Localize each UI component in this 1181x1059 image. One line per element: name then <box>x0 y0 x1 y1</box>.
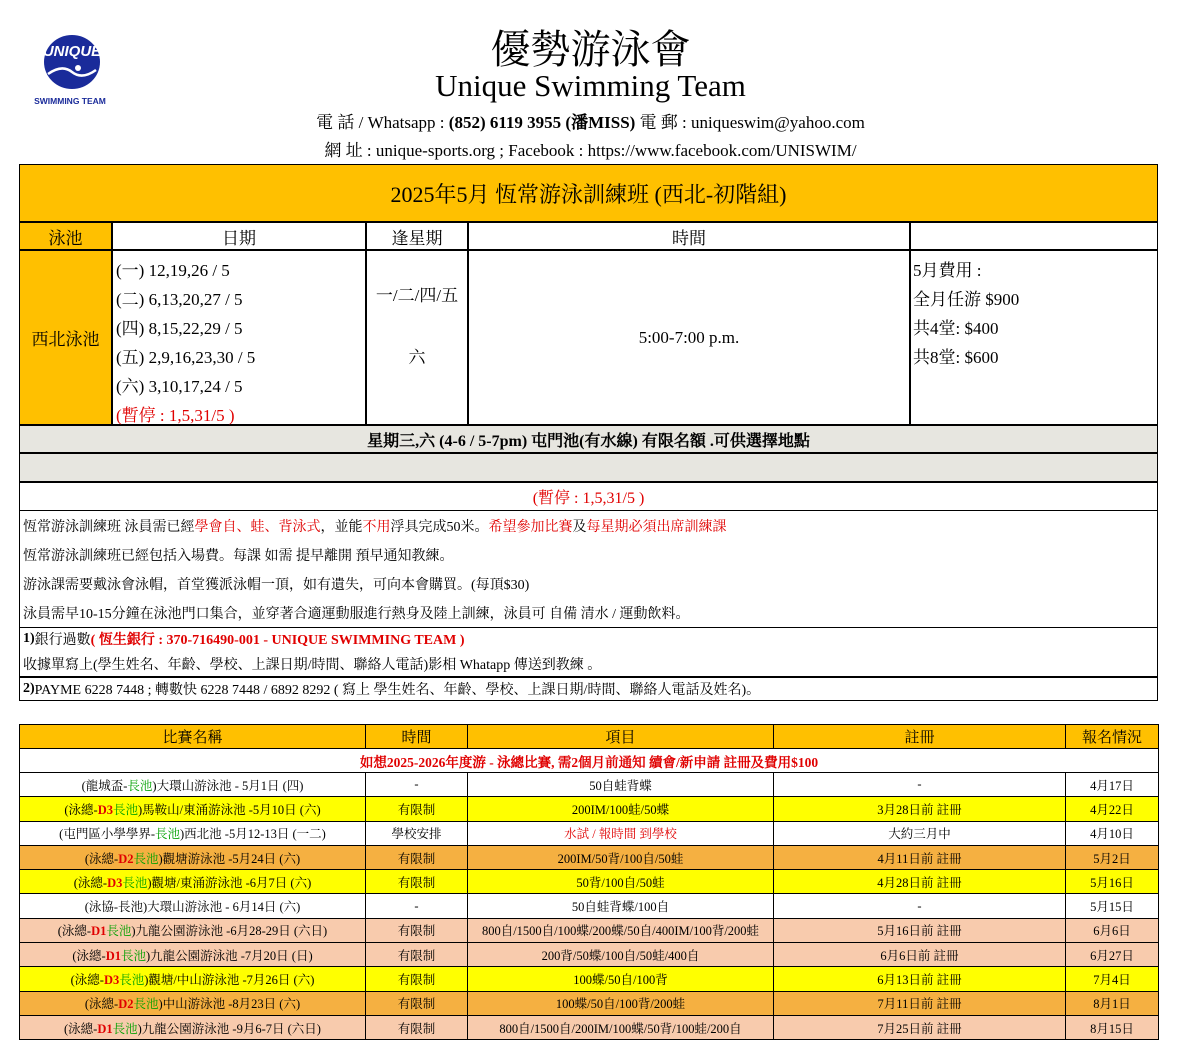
competition-deadline: 5月16日 <box>1066 870 1159 894</box>
competition-events: 200IM/50背/100自/50蛙 <box>468 845 774 869</box>
blank-row <box>19 453 1158 482</box>
competition-events: 800自/1500自/200IM/100蝶/50背/100蛙/200自 <box>468 1015 774 1039</box>
weekday-primary: 一/二/四/五 <box>375 286 459 305</box>
note-fee-included: 恆常游泳訓練班已經包括入場費。每課 如需 提早離開 預早通知教練。 <box>23 548 454 564</box>
competition-name-part: D3 <box>97 802 113 817</box>
competition-events: 100蝶/50自/100背/200蛙 <box>468 991 774 1015</box>
competition-time: 有限制 <box>366 918 468 942</box>
competition-events: 50背/100自/50蛙 <box>468 870 774 894</box>
competition-row <box>20 821 1159 845</box>
payme-details: PAYME 6228 7448 ; 轉數快 6228 7448 / 6892 8292 ( 寫上 學生姓名、年齡、學校、上課日期/時間、聯絡人電話及姓名)。 <box>34 683 761 698</box>
payment-payme-line <box>20 677 1157 701</box>
competition-name-part: 長池 <box>120 948 146 963</box>
competition-name-part: )觀塘游泳池 -5月24日 (六) <box>158 851 301 866</box>
competition-time: 有限制 <box>366 967 468 991</box>
competition-registration: 7月25日前 註冊 <box>774 1015 1066 1039</box>
date-line: (一) 12,19,26 / 5 <box>116 261 230 280</box>
bank-account: ( 恆生銀行 : 370-716490-001 - UNIQUE SWIMMING TEAM ) <box>90 633 465 648</box>
competition-row <box>20 943 1159 967</box>
competition-deadline: 7月4日 <box>1066 967 1159 991</box>
competition-name-part: (泳總- <box>64 802 98 817</box>
col-header: 報名情況 <box>1066 725 1159 749</box>
contact-prefix: 電 話 / Whatsapp : <box>316 113 449 132</box>
competition-name <box>20 845 366 869</box>
competition-row <box>20 894 1159 918</box>
competition-name <box>20 894 366 918</box>
competition-name-part: (泳總- <box>84 997 119 1012</box>
competition-name-part: )大環山游泳池 - 5月1日 (四) <box>152 778 304 793</box>
competition-registration: 大約三月中 <box>774 821 1066 845</box>
competition-name-part: 長池 <box>112 802 138 817</box>
competition-time: 有限制 <box>366 845 468 869</box>
competition-events: 50自蛙背蝶 <box>468 773 774 797</box>
competition-events: 100蝶/50自/100背 <box>468 967 774 991</box>
competition-row <box>20 870 1159 894</box>
date-line: (五) 2,9,16,23,30 / 5 <box>116 348 256 367</box>
note-text: 及 <box>572 519 587 535</box>
payment-number: 2) <box>23 681 35 696</box>
competition-name-part: (泳協-長池)大環山游泳池 - 6月14日 (六) <box>84 900 301 915</box>
competition-name-part: 長池 <box>106 924 132 939</box>
col-header: 項目 <box>468 725 774 749</box>
page-subtitle: Unique Swimming Team <box>435 68 746 103</box>
note-highlight: 每星期必須出席訓練課 <box>586 519 727 535</box>
logo-text-top: UNIQUE <box>42 43 102 60</box>
competition-row <box>20 773 1159 797</box>
col-header: 註冊 <box>774 725 1066 749</box>
competition-time: 有限制 <box>366 991 468 1015</box>
competition-name-part: (泳總- <box>64 1021 98 1036</box>
note-swim-cap: 游泳課需要戴泳會泳帽，首堂獲派泳帽一頂，如有遺失，可向本會購買。(每頂$30) <box>23 577 530 593</box>
contact-email: 電 郵 : uniqueswim@yahoo.com <box>635 113 865 132</box>
competition-deadline: 8月15日 <box>1066 1015 1159 1039</box>
competition-registration: 6月6日前 註冊 <box>774 943 1066 967</box>
competition-registration: 7月11日前 註冊 <box>774 991 1066 1015</box>
competition-name-part: )觀塘/中山游泳池 -7月26日 (六) <box>144 973 315 988</box>
pool-name: 西北泳池 <box>19 250 112 425</box>
competition-deadline: 4月22日 <box>1066 797 1159 821</box>
date-suspended: (暫停 : 1,5,31/5 ) <box>116 406 235 425</box>
competition-name-part: 長池 <box>119 973 145 988</box>
competition-name <box>20 1015 366 1039</box>
competition-row <box>20 797 1159 821</box>
competition-name-part: (泳總- <box>72 948 106 963</box>
competition-name <box>20 773 366 797</box>
weekday-cell <box>366 250 468 425</box>
competition-name-part: )中山游泳池 -8月23日 (六) <box>158 997 301 1012</box>
competition-name-part: 長池 <box>122 875 148 890</box>
fee-line: 共8堂: $600 <box>913 348 999 367</box>
payment-method: 銀行過數 <box>34 633 91 648</box>
competition-name-part: (泳總- <box>73 875 108 890</box>
competition-registration: - <box>774 894 1066 918</box>
competition-row <box>20 845 1159 869</box>
competition-name-part: (龍城盃- <box>81 778 128 793</box>
col-header: 比賽名稱 <box>20 725 366 749</box>
competition-name-part: 長池 <box>154 827 180 842</box>
competition-table <box>19 724 1159 1040</box>
schedule-title: 2025年5月 恆常游泳訓練班 (西北-初階組) <box>19 164 1158 222</box>
registration-banner: 如想2025-2026年度游 - 泳總比賽, 需2個月前通知 續會/新申請 註冊及費用$100 <box>20 749 1159 773</box>
col-weekday-header: 逢星期 <box>366 222 468 250</box>
note-text: 浮具完成50米。 <box>390 519 489 535</box>
payment-bank-line <box>20 627 1157 651</box>
fee-line: 共4堂: $400 <box>913 319 999 338</box>
competition-time: 學校安排 <box>366 821 468 845</box>
time-cell <box>468 250 910 425</box>
contact-line <box>0 108 1181 133</box>
competition-row <box>20 967 1159 991</box>
competition-name-part: D2 <box>118 997 134 1012</box>
col-date-header: 日期 <box>112 222 366 250</box>
competition-name-part: D2 <box>118 851 134 866</box>
payment-receipt-line: 收據單寫上(學生姓名、年齡、學校、上課日期/時間、聯絡人電話)影相 Whatapp 傳送到教練 。 <box>23 658 602 673</box>
competition-events: 200IM/100蛙/50蝶 <box>468 797 774 821</box>
competition-name-part: )西北池 -5月12-13日 (一二) <box>180 827 326 842</box>
competition-name <box>20 821 366 845</box>
competition-row <box>20 918 1159 942</box>
competition-name-part: (屯門區小學學界- <box>59 827 155 842</box>
competition-name-part: 長池 <box>112 1021 138 1036</box>
competition-events: 800自/1500自/100蝶/200蝶/50自/400IM/100背/200蛙 <box>468 918 774 942</box>
competition-row <box>20 991 1159 1015</box>
website-line: 網 址 : unique-sports.org ; Facebook : https://www.facebook.com/UNISWIM/ <box>324 141 857 160</box>
payment-number: 1) <box>23 631 35 646</box>
competition-time: 有限制 <box>366 797 468 821</box>
suspended-row: (暫停 : 1,5,31/5 ) <box>19 482 1158 511</box>
competition-deadline: 4月10日 <box>1066 821 1159 845</box>
competition-time: - <box>366 894 468 918</box>
competition-name-part: (泳總- <box>57 924 92 939</box>
competition-time: 有限制 <box>366 870 468 894</box>
class-time: 5:00-7:00 p.m. <box>638 327 740 347</box>
competition-name-part: D1 <box>97 1021 113 1036</box>
note-highlight: 不用 <box>362 519 391 535</box>
competition-name-part: (泳總- <box>84 851 119 866</box>
logo-text-bottom: SWIMMING TEAM <box>34 96 106 106</box>
competition-name-part: D3 <box>103 973 120 988</box>
competition-registration: 6月13日前 註冊 <box>774 967 1066 991</box>
contact-phone: (852) 6119 3955 (潘MISS) <box>448 113 636 132</box>
competition-name-part: )九龍公園游泳池 -7月20日 (日) <box>145 948 313 963</box>
competition-name-part: D3 <box>107 875 123 890</box>
competition-name-part: )九龍公園游泳池 -9月6-7日 (六日) <box>137 1021 321 1036</box>
competition-name <box>20 918 366 942</box>
note-text: 恆常游泳訓練班 泳員需已經 <box>23 519 195 535</box>
competition-name <box>20 797 366 821</box>
competition-time: 有限制 <box>366 1015 468 1039</box>
competition-registration: 3月28日前 註冊 <box>774 797 1066 821</box>
note-text: ，並能 <box>320 519 363 535</box>
competition-row <box>20 1015 1159 1039</box>
note-requirement <box>20 511 1157 540</box>
weekday-saturday: 六 <box>408 348 426 367</box>
date-list <box>116 256 255 430</box>
col-fee-header <box>910 222 1158 250</box>
competition-name-part: )觀塘/東涌游泳池 -6月7日 (六) <box>147 875 312 890</box>
alt-venue-row: 星期三,六 (4-6 / 5-7pm) 屯門池(有水線) 有限名額 .可供選擇地點 <box>19 425 1158 453</box>
competition-deadline: 4月17日 <box>1066 773 1159 797</box>
competition-name-part: 長池 <box>133 997 159 1012</box>
date-line: (二) 6,13,20,27 / 5 <box>116 290 243 309</box>
competition-deadline: 5月15日 <box>1066 894 1159 918</box>
competition-registration: 4月28日前 註冊 <box>774 870 1066 894</box>
page-title: 優勢游泳會 <box>490 27 691 72</box>
competition-name <box>20 943 366 967</box>
competition-events: 50自蛙背蝶/100自 <box>468 894 774 918</box>
competition-name <box>20 870 366 894</box>
fee-line: 全月任游 $900 <box>913 290 1020 309</box>
competition-registration: - <box>774 773 1066 797</box>
fee-list <box>913 256 1019 372</box>
col-time-header: 時間 <box>468 222 910 250</box>
competition-name-part: D1 <box>91 924 107 939</box>
competition-registration: 4月11日前 註冊 <box>774 845 1066 869</box>
competition-name <box>20 991 366 1015</box>
competition-name-part: )九龍公園游泳池 -6月28-29日 (六日) <box>131 924 328 939</box>
note-assembly: 泳員需早10-15分鐘在泳池門口集合，並穿著合適運動服進行熱身及陸上訓練，泳員可 自備 清水 / 運動飲料。 <box>23 606 690 622</box>
competition-header-row <box>20 725 1159 749</box>
registration-banner-row <box>20 749 1159 773</box>
competition-deadline: 8月1日 <box>1066 991 1159 1015</box>
note-highlight: 學會自、蛙、背泳式 <box>194 519 321 535</box>
fee-line: 5月費用 : <box>913 261 982 280</box>
competition-time: 有限制 <box>366 943 468 967</box>
competition-registration: 5月16日前 註冊 <box>774 918 1066 942</box>
competition-name <box>20 967 366 991</box>
competition-name-part: 長池 <box>127 778 153 793</box>
competition-events: 200背/50蝶/100自/50蛙/400自 <box>468 943 774 967</box>
competition-deadline: 6月6日 <box>1066 918 1159 942</box>
date-line: (六) 3,10,17,24 / 5 <box>116 377 243 396</box>
competition-deadline: 5月2日 <box>1066 845 1159 869</box>
competition-events: 水試 / 報時間 到學校 <box>468 821 774 845</box>
col-header: 時間 <box>366 725 468 749</box>
competition-name-part: (泳總- <box>70 973 104 988</box>
date-line: (四) 8,15,22,29 / 5 <box>116 319 243 338</box>
competition-name-part: 長池 <box>133 851 159 866</box>
col-pool-header: 泳池 <box>19 222 112 250</box>
competition-name-part: D1 <box>105 948 121 963</box>
competition-name-part: )馬鞍山/東涌游泳池 -5月10日 (六) <box>138 802 321 817</box>
competition-time: - <box>366 773 468 797</box>
competition-deadline: 6月27日 <box>1066 943 1159 967</box>
note-highlight: 希望參加比賽 <box>488 519 573 535</box>
